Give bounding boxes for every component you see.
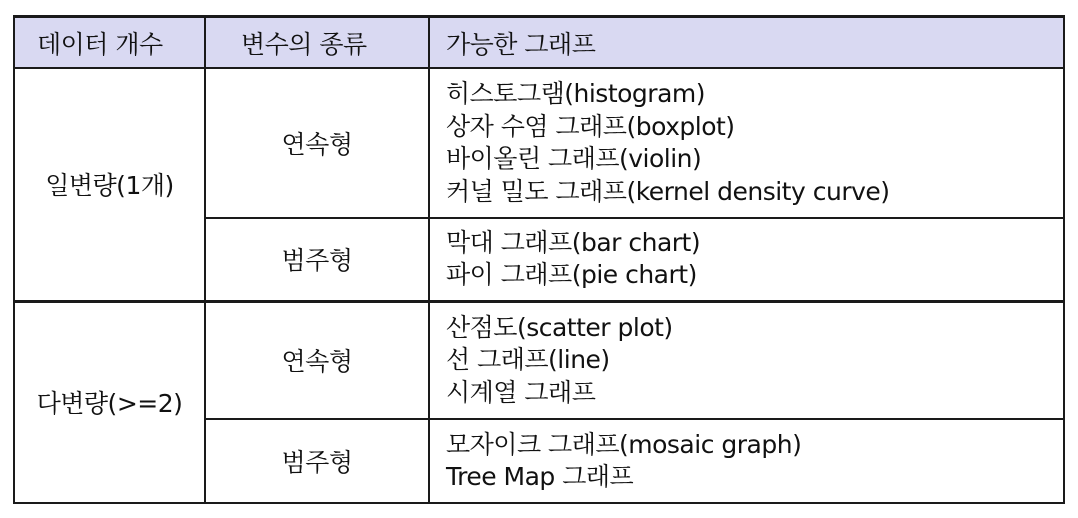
- graph-item: 막대 그래프(bar chart): [446, 227, 701, 257]
- graph-item: 히스토그램(histogram): [446, 79, 705, 108]
- graph-item: 모자이크 그래프(mosaic graph): [446, 429, 802, 459]
- table-row: [14, 301, 1064, 419]
- data-count-cell-multivariate: 다변량(>=2): [14, 301, 205, 503]
- graph-item: Tree Map 그래프: [446, 462, 634, 491]
- table-row: [14, 68, 1064, 218]
- variable-type-cell: 범주형: [205, 419, 429, 503]
- graph-item: 선 그래프(line): [446, 345, 610, 374]
- graph-item: 산점도(scatter plot): [446, 312, 673, 342]
- variable-type-cell: 범주형: [205, 218, 429, 301]
- graph-item: 파이 그래프(pie chart): [446, 260, 697, 290]
- graph-item: 시계열 그래프: [446, 377, 596, 407]
- graph-item: 바이올린 그래프(violin): [446, 144, 702, 173]
- header-possible-graphs: 가능한 그래프: [429, 17, 1064, 69]
- header-data-count: 데이터 개수: [14, 17, 205, 69]
- data-count-cell-univariate: 일변량(1개): [14, 68, 205, 301]
- graph-list-cell: [429, 218, 1064, 301]
- graph-list-cell: [429, 301, 1064, 419]
- graph-list-cell: [429, 419, 1064, 503]
- graph-item: 커널 밀도 그래프(kernel density curve): [446, 176, 890, 206]
- graph-list-cell: [429, 68, 1064, 218]
- variable-type-cell: 연속형: [205, 301, 429, 419]
- graph-item: 상자 수염 그래프(boxplot): [446, 111, 735, 141]
- variable-type-cell: 연속형: [205, 68, 429, 218]
- graph-type-table: [13, 15, 1065, 504]
- header-variable-type: 변수의 종류: [205, 17, 429, 69]
- header-row: [14, 17, 1064, 69]
